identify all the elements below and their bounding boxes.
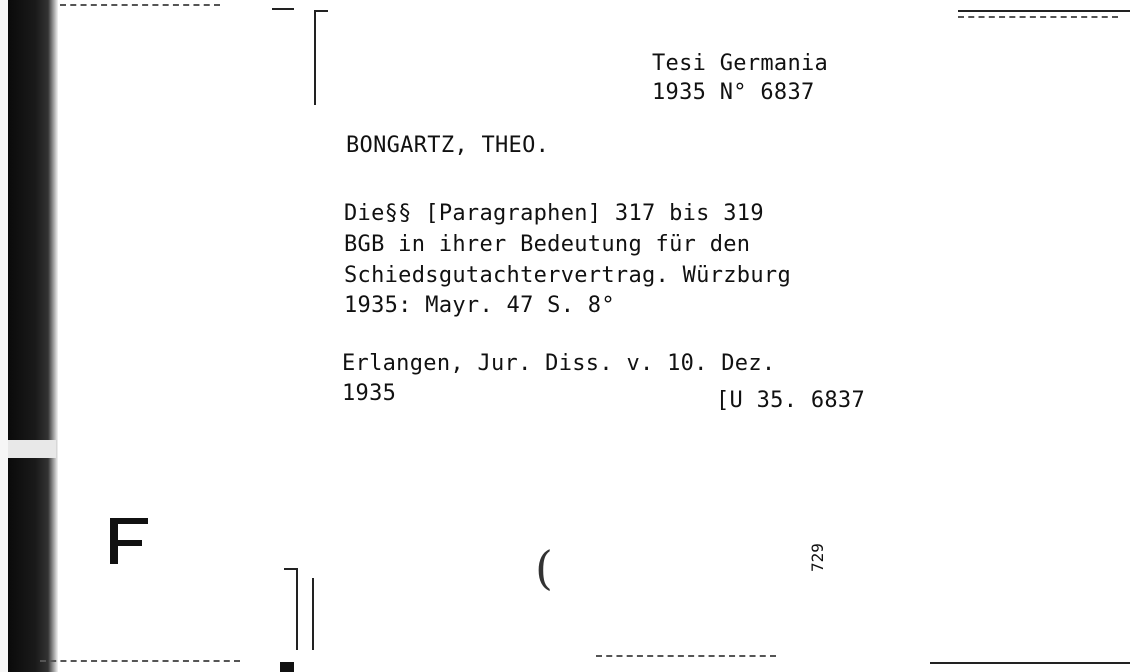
record-number: 1935 N° 6837 (652, 80, 815, 105)
author-name: BONGARTZ, THEO. (346, 133, 550, 158)
dissertation-year: 1935 (342, 381, 397, 406)
bottom-bracket-stem-right (312, 578, 314, 650)
title-line-1: Die§§ [Paragraphen] 317 bis 319 (344, 201, 764, 226)
title-line-4: 1935: Mayr. 47 S. 8° (344, 293, 615, 318)
index-tab-mark-mid (110, 540, 142, 546)
stray-parenthesis: ( (535, 541, 553, 595)
title-line-3: Schiedsgutachtervertrag. Würzburg (344, 263, 791, 288)
bottom-bracket-stem-left (296, 568, 298, 650)
top-edge-dashes (60, 4, 220, 6)
collection-label: Tesi Germania (652, 51, 829, 76)
dissertation-note: Erlangen, Jur. Diss. v. 10. Dez. (342, 351, 776, 376)
top-left-bracket-stem (314, 10, 316, 105)
margin-number: 729 (808, 543, 827, 572)
title-line-2: BGB in ihrer Bedeutung für den (344, 232, 751, 257)
bottom-edge-dashes-middle (596, 655, 776, 657)
card-dark-edge (8, 0, 58, 672)
top-right-rule (958, 10, 1130, 12)
card-left-margin (0, 0, 8, 672)
card-edge-band (8, 440, 56, 458)
shelfmark: [U 35. 6837 (716, 388, 865, 413)
bottom-corner-mark (280, 662, 294, 672)
bottom-right-rule (930, 662, 1130, 664)
top-left-bracket-rule (272, 8, 294, 10)
top-left-bracket-cap (314, 10, 328, 12)
bottom-edge-dashes-left (40, 660, 240, 662)
bottom-bracket-cap (284, 568, 298, 570)
top-right-dashes (958, 16, 1118, 18)
